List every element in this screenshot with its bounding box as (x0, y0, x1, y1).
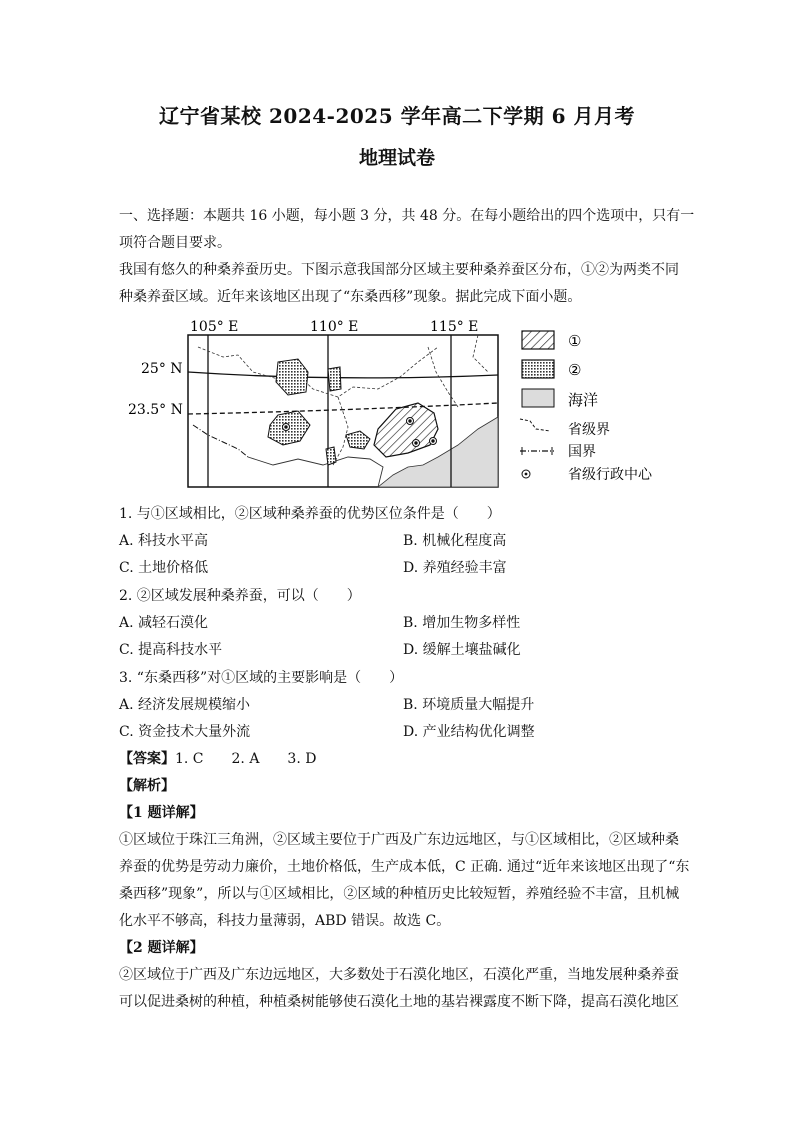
legend-label-provincial-boundary: 省级界 (568, 422, 610, 438)
question-1-option-d[interactable]: D. 养殖经验丰富 (403, 560, 507, 576)
lon-label-110: 110° E (310, 319, 359, 335)
legend-swatch-region-2 (522, 360, 554, 378)
detail-1-line: 化水平不够高，科技力量薄弱，ABD 错误。故选 C。 (119, 913, 451, 929)
question-3-stem: 3. “东桑西移”对①区域的主要影响是（ ） (119, 670, 404, 686)
detail-2-line: ②区域位于广西及广东边远地区，大多数处于石漠化地区，石漠化严重，当地发展种桑养蚕 (119, 967, 679, 983)
question-3-option-c[interactable]: C. 资金技术大量外流 (119, 724, 251, 740)
legend-label-national-border: 国界 (568, 444, 596, 460)
exam-subject-title: 地理试卷 (358, 147, 435, 169)
question-2-option-b[interactable]: B. 增加生物多样性 (403, 615, 521, 631)
question-3-option-a[interactable]: A. 经济发展规模缩小 (119, 697, 251, 713)
question-2-option-c[interactable]: C. 提高科技水平 (119, 642, 223, 658)
map-legend (520, 331, 653, 483)
analysis-label: 【解析】 (119, 778, 175, 794)
legend-label-region-1: ① (568, 332, 582, 350)
question-1-option-a[interactable]: A. 科技水平高 (119, 533, 209, 549)
answer-label: 【答案】 (119, 751, 175, 767)
lon-label-105: 105° E (190, 319, 239, 335)
section-intro-line2: 项符合题目要求。 (119, 235, 231, 251)
answer-values: 1. C 2. A 3. D (175, 751, 317, 767)
detail-1-line: 养蚕的优势是劳动力廉价，土地价格低，生产成本低，C 正确. 通过“近年来该地区出现了“东 (119, 859, 690, 875)
lat-label-23-5: 23.5° N (128, 402, 183, 418)
legend-provincial-boundary-icon (520, 419, 550, 431)
passage-line2: 种桑养蚕区域。近年来该地区出现了“东桑西移”现象。据此完成下面小题。 (119, 289, 582, 305)
legend-label-provincial-capital: 省级行政中心 (568, 467, 652, 483)
lon-label-115: 115° E (430, 319, 479, 335)
question-3-option-b[interactable]: B. 环境质量大幅提升 (403, 697, 535, 713)
passage-line1: 我国有悠久的种桑养蚕历史。下图示意我国部分区域主要种桑养蚕区分布，①②为两类不同 (119, 262, 679, 278)
detail-1-line: 桑西移”现象”，所以与①区域相比，②区域的种植历史比较短暂，养殖经验不丰富，且机械 (119, 886, 680, 902)
question-2-option-d[interactable]: D. 缓解土壤盐碱化 (403, 642, 521, 658)
section-intro-line1: 一、选择题：本题共 16 小题，每小题 3 分，共 48 分。在每小题给出的四个选项中，只有一 (119, 208, 695, 224)
legend-label-region-2: ② (568, 361, 582, 379)
lat-label-25: 25° N (141, 361, 183, 377)
region-2-small (328, 367, 341, 391)
exam-title: 辽宁省某校 2024-2025 学年高二下学期 6 月月考 (159, 104, 635, 128)
sericulture-map (128, 317, 678, 495)
legend-swatch-ocean (522, 389, 554, 407)
question-1-stem: 1. 与①区域相比，②区域种桑养蚕的优势区位条件是（ ） (119, 506, 501, 522)
detail-2-line: 可以促进桑树的种植，种植桑树能够使石漠化土地的基岩裸露度不断下降，提高石漠化地区 (119, 994, 679, 1010)
question-2-option-a[interactable]: A. 减轻石漠化 (119, 615, 209, 631)
region-2-south (326, 447, 336, 465)
legend-swatch-region-1 (522, 331, 554, 349)
question-1-option-b[interactable]: B. 机械化程度高 (403, 533, 507, 549)
detail-2-label: 【2 题详解】 (119, 940, 204, 956)
question-1-option-c[interactable]: C. 土地价格低 (119, 560, 209, 576)
question-2-stem: 2. ②区域发展种桑养蚕，可以（ ） (119, 588, 361, 604)
detail-1-label: 【1 题详解】 (119, 805, 204, 821)
question-3-option-d[interactable]: D. 产业结构优化调整 (403, 724, 535, 740)
detail-1-line: ①区域位于珠江三角洲，②区域主要位于广西及广东边远地区，与①区域相比，②区域种桑 (119, 832, 679, 848)
legend-label-ocean: 海洋 (568, 391, 599, 409)
answer-line (119, 748, 316, 768)
